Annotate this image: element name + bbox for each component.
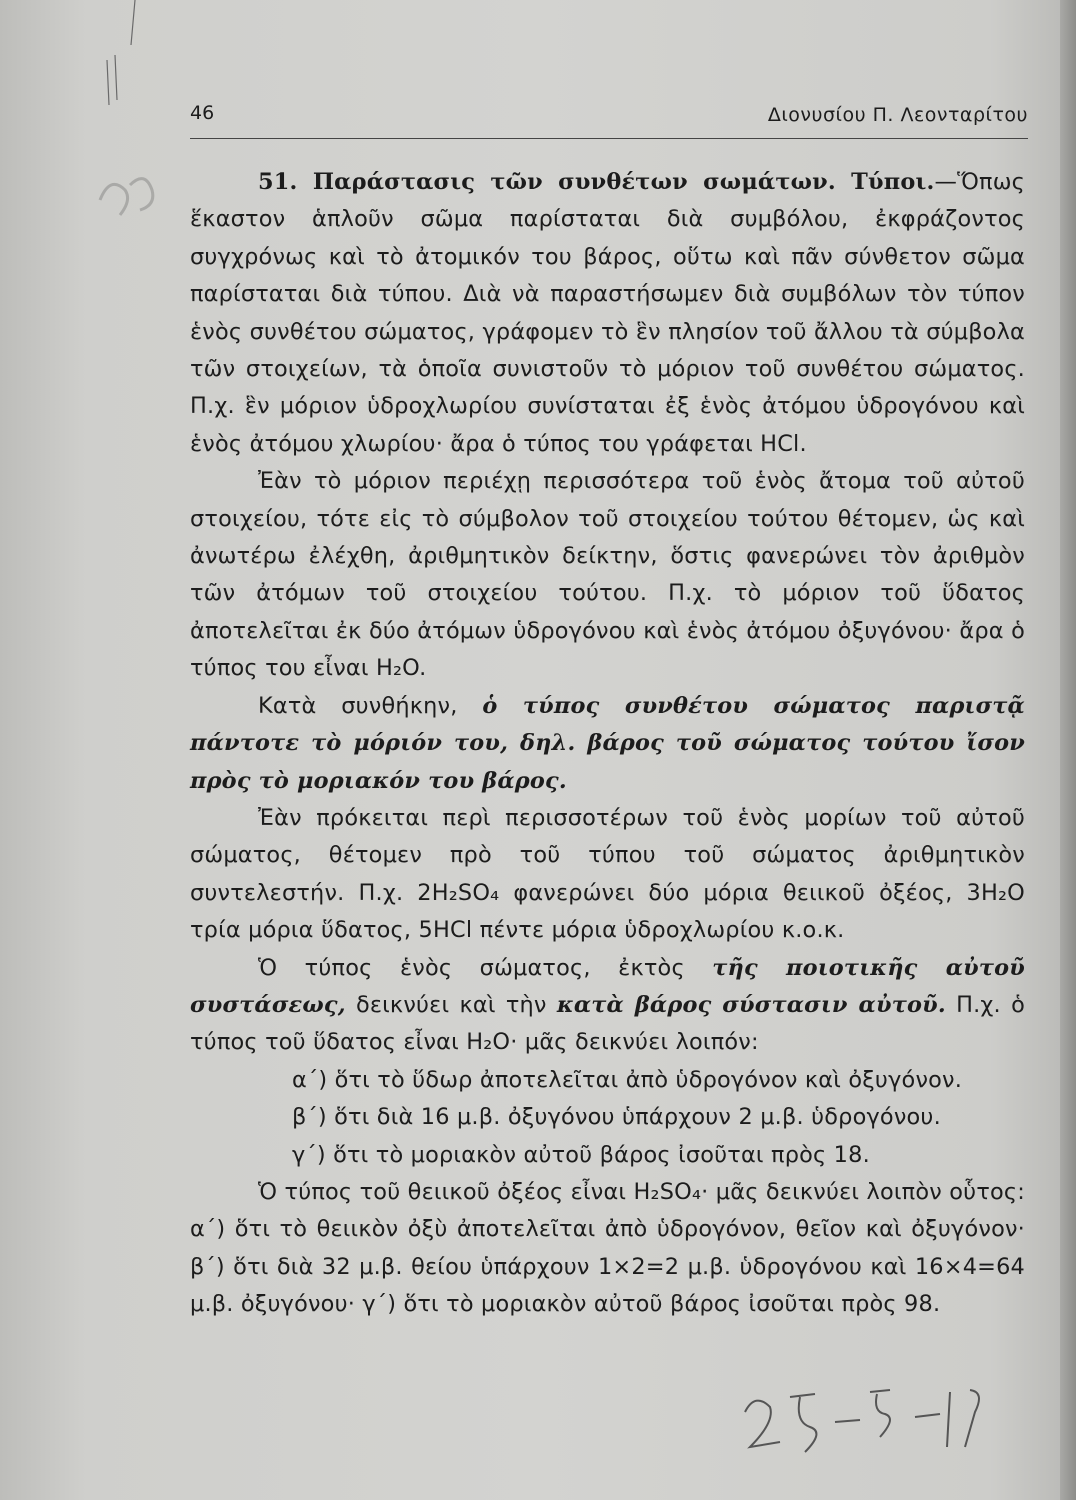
faded-stamp-mark	[90, 160, 170, 230]
paragraph-6: Ὁ τύπος τοῦ θειικοῦ ὀξέος εἶναι H₂SO₄· μᾶς δεικνύει λοιπὸν οὗτος: α΄) ὅτι τὸ θειικὸν ὀξὺ ἀποτελεῖται ἀπὸ ὑδρογόνον, θεῖον καὶ ὀξυγόνον· β΄) ὅτι διὰ 32 μ.β. θείου ὑπάρχουν 1×2=2 μ.β. ὑδρογόνου καὶ 16×4=64 μ.β. ὀξυγόνου· γ΄) ὅτι τὸ μοριακὸν αὐτοῦ βάρος ἰσοῦται πρὸς 98.	[190, 1178, 1025, 1318]
paragraph-2: Ἐὰν τὸ μόριον περιέχῃ περισσότερα τοῦ ἑνὸς ἄτομα τοῦ αὐτοῦ στοιχείου, τότε εἰς τὸ σύμβολον τοῦ στοιχείου τούτου θέτομεν, ὡς καὶ ἀνωτέρω ἐλέχθη, ἀριθμητικὸν δείκτην, ὅστις φανερώνει τὸν ἀριθμὸν τῶν ἀτόμων τοῦ στοιχείου τούτου. Π.χ. τὸ μόριον τοῦ ὕδατος ἀποτελεῖται ἐκ δύο ἀτόμων ὑδρογόνου καὶ ἑνὸς ἀτόμου ὀξυγόνου· ἄρα ὁ τύπος του εἶναι H₂O.	[190, 468, 1025, 682]
page-edge-shadow	[1060, 0, 1076, 1500]
running-head-author: Διονυσίου Π. Λεονταρίτου	[767, 104, 1028, 126]
paragraph-4: Ἐὰν πρόκειται περὶ περισσοτέρων τοῦ ἑνὸς μορίων τοῦ αὐτοῦ σώματος, θέτομεν πρὸ τοῦ τύπου τοῦ σώματος ἀριθμητικὸν συντελεστήν. Π.χ. 2H₂SO₄ φανερώνει δύο μόρια θειικοῦ ὀξέος, 3H₂O τρία μόρια ὕδατος, 5HCl πέντε μόρια ὑδροχλωρίου κ.ο.κ.	[190, 804, 1025, 944]
page-header	[190, 98, 1028, 139]
paragraph-5-a: Ὁ τύπος ἑνὸς σώματος, ἐκτὸς	[258, 954, 713, 981]
body-text	[190, 164, 1025, 1324]
list-item: β΄) ὅτι διὰ 16 μ.β. ὀξυγόνου ὑπάρχουν 2 μ.β. ὑδρογόνου.	[292, 1104, 941, 1131]
paragraph-3-start: Κατὰ συνθήκην,	[258, 692, 483, 719]
paragraph-5-emphasis-1: τῆς ποιοτικῆς αὐτοῦ συστάσεως,	[190, 954, 1025, 1018]
paragraph-3	[190, 688, 1025, 800]
handwritten-date-note	[735, 1352, 1005, 1462]
paragraph-5-emphasis-2: κατὰ βάρος σύστασιν αὐτοῦ.	[556, 991, 946, 1018]
section-title: 51. Παράστασις τῶν συνθέτων σωμάτων. Τύποι.	[258, 169, 935, 195]
paragraph-1	[190, 164, 1025, 463]
paragraph-5-c: δεικνύει καὶ τὴν	[345, 991, 557, 1018]
list-item: γ΄) ὅτι τὸ μοριακὸν αὐτοῦ βάρος ἰσοῦται πρὸς 18.	[292, 1141, 870, 1168]
paragraph-1-text: —Ὅπως ἕκαστον ἁπλοῦν σῶμα παρίσταται διὰ συμβόλου, ἐκφράζοντος συγχρόνως καὶ τὸ ἀτομικόν του βάρος, οὕτω καὶ πᾶν σύνθετον σῶμα παρίσταται διὰ τύπου. Διὰ νὰ παραστήσωμεν διὰ συμβόλων τὸν τύπον ἑνὸς συνθέτου σώματος, γράφομεν τὸ ἓν πλησίον τοῦ ἄλλου τὰ σύμβολα τῶν στοιχείων, τὰ ὁποῖα συνιστοῦν τὸ μόριον τοῦ συνθέτου σώματος. Π.χ. ἓν μόριον ὑδροχλωρίου συνίσταται ἐξ ἑνὸς ἀτόμου ὑδρογόνου καὶ ἑνὸς ἀτόμου χλωρίου· ἄρα ὁ τύπος του γράφεται HCl.	[190, 169, 1025, 457]
paragraph-3-emphasis: ὁ τύπος συνθέτου σώματος παριστᾷ πάντοτε τὸ μόριόν του, δηλ. βάρος τοῦ σώματος τούτου ἴσον πρὸς τὸ μοριακόν του βάρος.	[190, 692, 1025, 794]
page-number: 46	[190, 102, 215, 124]
list-item: α΄) ὅτι τὸ ὕδωρ ἀποτελεῖται ἀπὸ ὑδρογόνον καὶ ὀξυγόνον.	[292, 1066, 963, 1093]
margin-pencil-marks	[95, 0, 155, 110]
paragraph-5-e: Π.χ. ὁ τύπος τοῦ ὕδατος εἶναι H₂O· μᾶς δεικνύει λοιπόν:	[190, 991, 1025, 1056]
paragraph-5	[190, 950, 1025, 1062]
